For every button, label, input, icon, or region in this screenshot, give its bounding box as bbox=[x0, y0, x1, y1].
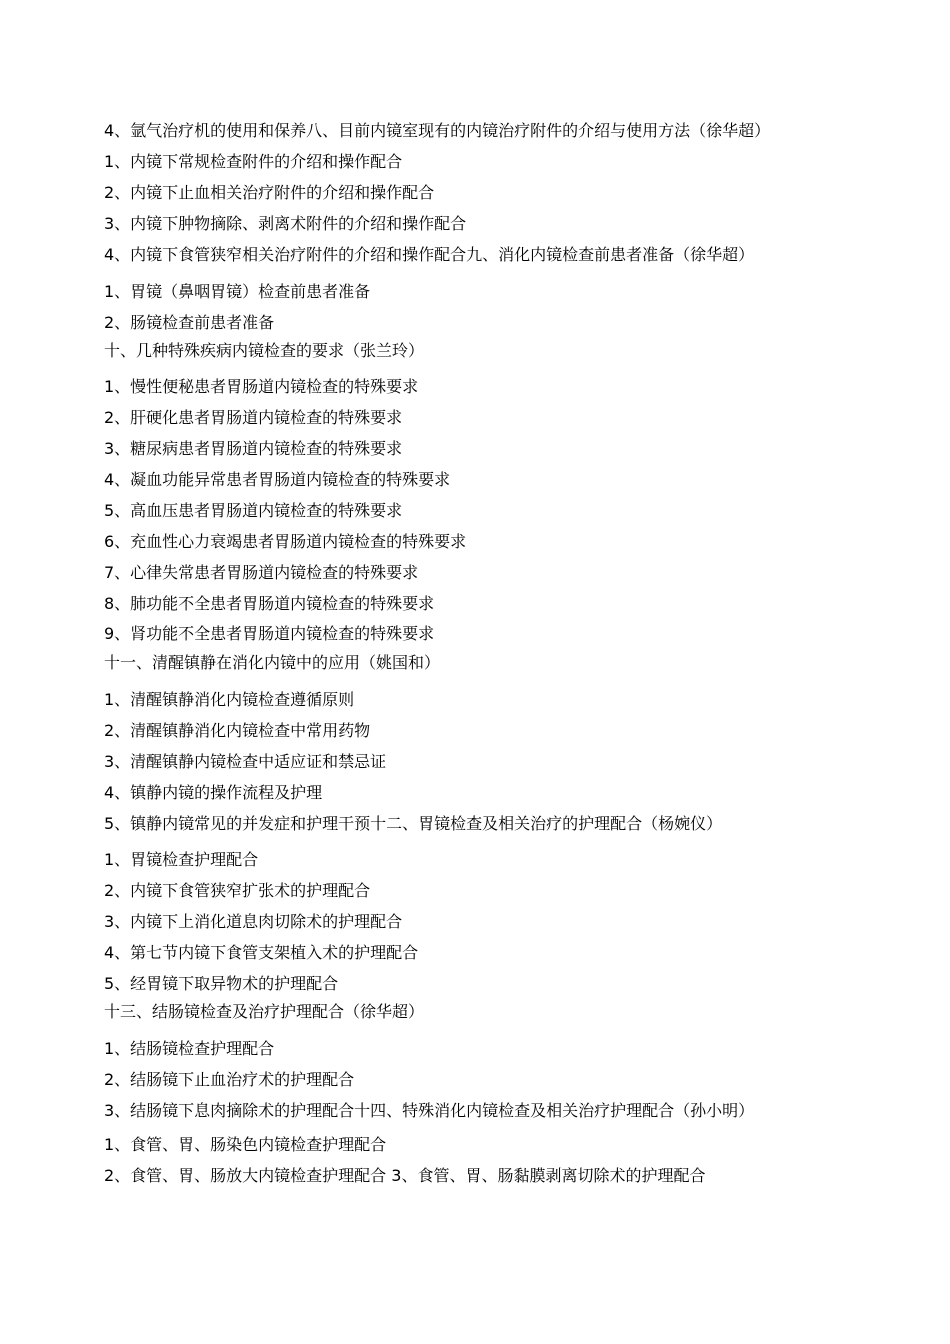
text-line: 3、结肠镜下息肉摘除术的护理配合十四、特殊消化内镜检查及相关治疗护理配合（孙小明） bbox=[104, 1101, 755, 1120]
text-line: 2、肝硬化患者胃肠道内镜检查的特殊要求 bbox=[104, 408, 403, 427]
text-line: 1、内镜下常规检查附件的介绍和操作配合 bbox=[104, 152, 403, 171]
text-line: 7、心律失常患者胃肠道内镜检查的特殊要求 bbox=[104, 563, 419, 582]
text-line: 3、清醒镇静内镜检查中适应证和禁忌证 bbox=[104, 752, 387, 771]
text-line: 4、镇静内镜的操作流程及护理 bbox=[104, 783, 323, 802]
text-line: 1、食管、胃、肠染色内镜检查护理配合 bbox=[104, 1135, 387, 1154]
text-line: 3、糖尿病患者胃肠道内镜检查的特殊要求 bbox=[104, 439, 403, 458]
text-line: 9、肾功能不全患者胃肠道内镜检查的特殊要求 bbox=[104, 624, 435, 643]
text-line: 4、凝血功能异常患者胃肠道内镜检查的特殊要求 bbox=[104, 470, 451, 489]
text-line: 1、慢性便秘患者胃肠道内镜检查的特殊要求 bbox=[104, 377, 419, 396]
text-line: 2、清醒镇静消化内镜检查中常用药物 bbox=[104, 721, 371, 740]
text-line: 3、内镜下肿物摘除、剥离术附件的介绍和操作配合 bbox=[104, 214, 467, 233]
text-line: 2、内镜下止血相关治疗附件的介绍和操作配合 bbox=[104, 183, 435, 202]
text-line: 2、内镜下食管狭窄扩张术的护理配合 bbox=[104, 881, 371, 900]
text-line: 4、氩气治疗机的使用和保养八、目前内镜室现有的内镜治疗附件的介绍与使用方法（徐华超） bbox=[104, 121, 771, 140]
text-line: 1、胃镜（鼻咽胃镜）检查前患者准备 bbox=[104, 282, 371, 301]
text-line: 1、结肠镜检查护理配合 bbox=[104, 1039, 275, 1058]
text-line: 5、高血压患者胃肠道内镜检查的特殊要求 bbox=[104, 501, 403, 520]
section-heading: 十、几种特殊疾病内镜检查的要求（张兰玲） bbox=[104, 341, 425, 360]
text-line: 3、内镜下上消化道息肉切除术的护理配合 bbox=[104, 912, 403, 931]
text-line: 1、清醒镇静消化内镜检查遵循原则 bbox=[104, 690, 355, 709]
text-line: 2、食管、胃、肠放大内镜检查护理配合 3、食管、胃、肠黏膜剥离切除术的护理配合 bbox=[104, 1166, 706, 1185]
text-line: 5、镇静内镜常见的并发症和护理干预十二、胃镜检查及相关治疗的护理配合（杨婉仪） bbox=[104, 814, 723, 833]
section-heading: 十一、清醒镇静在消化内镜中的应用（姚国和） bbox=[104, 653, 441, 672]
text-line: 8、肺功能不全患者胃肠道内镜检查的特殊要求 bbox=[104, 594, 435, 613]
text-line: 2、结肠镜下止血治疗术的护理配合 bbox=[104, 1070, 355, 1089]
text-line: 1、胃镜检查护理配合 bbox=[104, 850, 259, 869]
text-line: 4、第七节内镜下食管支架植入术的护理配合 bbox=[104, 943, 419, 962]
text-line: 2、肠镜检查前患者准备 bbox=[104, 313, 275, 332]
text-line: 6、充血性心力衰竭患者胃肠道内镜检查的特殊要求 bbox=[104, 532, 467, 551]
text-line: 5、经胃镜下取异物术的护理配合 bbox=[104, 974, 339, 993]
text-line: 4、内镜下食管狭窄相关治疗附件的介绍和操作配合九、消化内镜检查前患者准备（徐华超） bbox=[104, 245, 755, 264]
section-heading: 十三、结肠镜检查及治疗护理配合（徐华超） bbox=[104, 1002, 425, 1021]
